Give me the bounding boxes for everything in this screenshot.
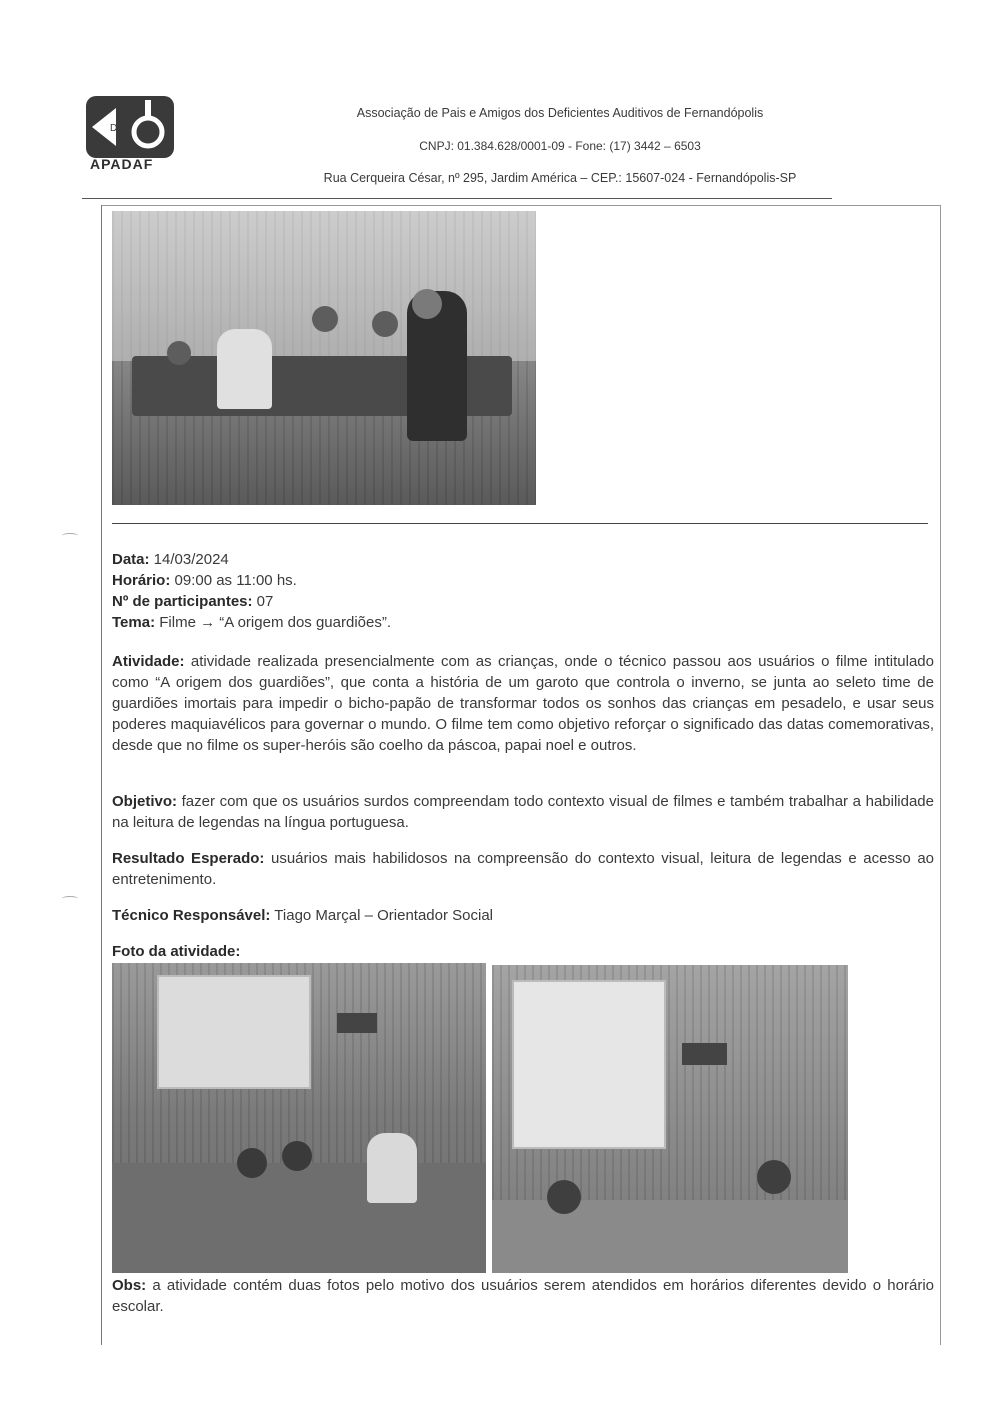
objective-text: fazer com que os usuários surdos compreendam todo contexto visual de filmes e também trabalhar a habilidade na leitura de legendas na língua portuguesa. xyxy=(112,793,934,831)
date-value: 14/03/2024 xyxy=(149,551,229,568)
time-value: 09:00 as 11:00 hs. xyxy=(170,572,297,589)
objective-label: Objetivo: xyxy=(112,793,178,810)
section-divider xyxy=(112,523,928,524)
theme-value: Filme → “A origem dos guardiões”. xyxy=(155,614,391,631)
logo-emblem xyxy=(86,96,174,158)
activity-photo-table xyxy=(112,211,536,505)
logo-text: APADAF xyxy=(90,156,154,172)
svg-text:D: D xyxy=(110,123,118,134)
time-line xyxy=(112,570,297,591)
activity-label: Atividade: xyxy=(112,653,185,670)
frame-left-border xyxy=(101,205,102,1345)
ear-symbol-icon xyxy=(86,96,174,158)
participants-value: 07 xyxy=(252,593,274,610)
activity-photo-classroom-2 xyxy=(492,965,848,1273)
apadaf-logo xyxy=(86,96,174,172)
time-label: Horário: xyxy=(112,572,171,589)
expected-result-label: Resultado Esperado: xyxy=(112,850,265,867)
header-divider xyxy=(82,198,832,199)
org-address: Rua Cerqueira César, nº 295, Jardim América – CEP.: 15607-024 - Fernandópolis-SP xyxy=(323,171,797,185)
photo-section-label: Foto da atividade: xyxy=(112,943,241,960)
expected-result-paragraph xyxy=(112,848,934,890)
objective-paragraph xyxy=(112,791,934,833)
margin-mark xyxy=(62,896,78,901)
activity-photo-classroom-1 xyxy=(112,963,486,1273)
technician-label: Técnico Responsável: xyxy=(112,907,271,924)
org-contact: CNPJ: 01.384.628/0001-09 - Fone: (17) 3442 – 6503 xyxy=(419,139,701,153)
frame-top-border xyxy=(101,205,941,206)
participants-line xyxy=(112,591,273,612)
margin-mark xyxy=(62,533,78,538)
obs-label: Obs: xyxy=(112,1277,147,1294)
obs-text: a atividade contém duas fotos pelo motivo dos usuários serem atendidos em horários diferentes devido o horário escolar. xyxy=(112,1277,934,1315)
date-line xyxy=(112,549,229,570)
date-label: Data: xyxy=(112,551,150,568)
frame-right-border xyxy=(940,205,941,1345)
participants-label: Nº de participantes: xyxy=(112,593,253,610)
technician-line xyxy=(112,905,493,926)
expected-result-text: usuários mais habilidosos na compreensão do contexto visual, leitura de legendas e acesso ao entretenimento. xyxy=(112,850,935,888)
org-name: Associação de Pais e Amigos dos Deficientes Auditivos de Fernandópolis xyxy=(356,106,764,120)
theme-line xyxy=(112,612,391,633)
technician-value: Tiago Marçal – Orientador Social xyxy=(270,907,493,924)
activity-text: atividade realizada presencialmente com as crianças, onde o técnico passou aos usuários o filme intitulado como “A origem dos guardiões”, que conta a história de um garoto que controla o inverno, se junta ao seleto time de guardiões imortais para impedir o bicho-papão de transformar todos os sonhos das crianças em pesadelo, e usar seus poderes maquiavélicos para governar o mundo. O filme tem como objetivo reforçar o significado das datas comemorativas, desde que no filme os super-heróis são coelho da páscoa, papai noel e outros. xyxy=(112,653,934,754)
activity-paragraph xyxy=(112,651,934,756)
obs-paragraph xyxy=(112,1275,934,1317)
theme-label: Tema: xyxy=(112,614,156,631)
